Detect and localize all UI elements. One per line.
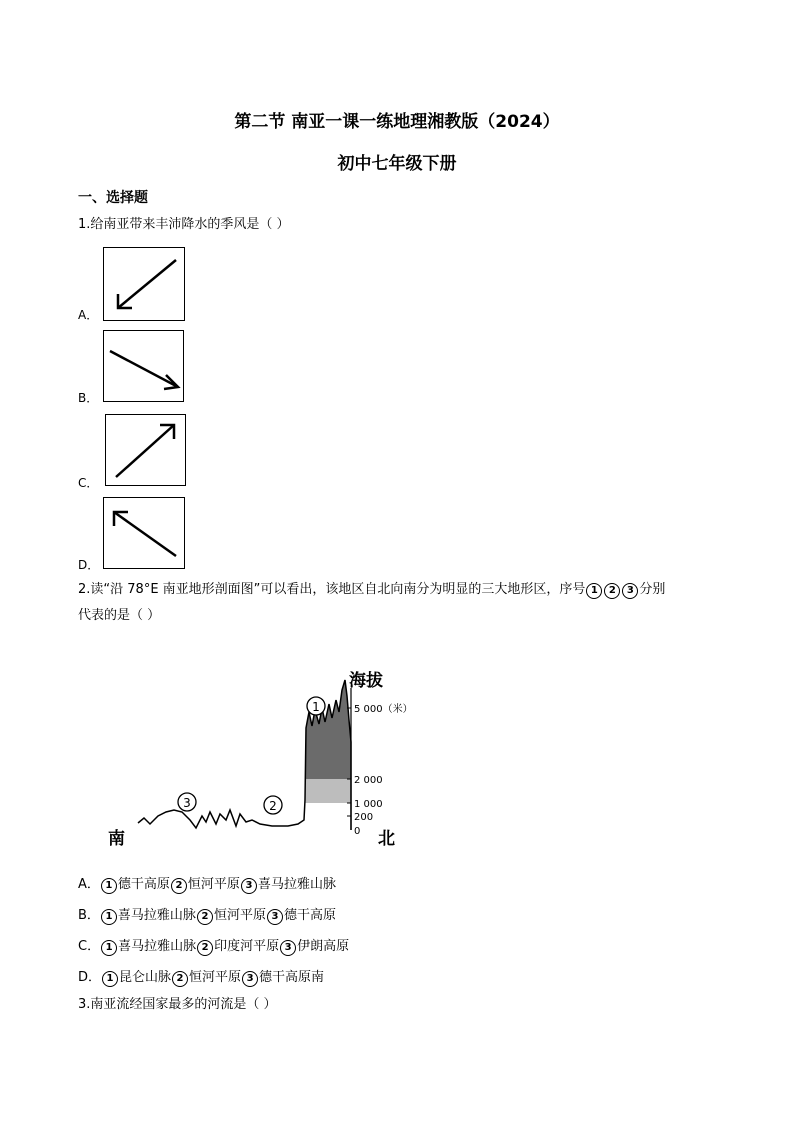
south-label: 南 bbox=[108, 829, 125, 849]
question-2-stem bbox=[78, 577, 728, 629]
marker-2: 2 bbox=[197, 940, 213, 956]
section-heading: 一、选择题 bbox=[78, 190, 148, 206]
axis-title: 海拔 bbox=[349, 671, 383, 691]
choice-b-letter: B． bbox=[78, 908, 100, 923]
marker-3: 3 bbox=[622, 583, 638, 599]
question-2-stem-line2: 代表的是（ ） bbox=[78, 608, 161, 623]
marker-1: 1 bbox=[101, 940, 117, 956]
choice-b-item-2: 恒河平原 bbox=[213, 908, 266, 923]
marker-3: 3 bbox=[242, 971, 258, 987]
marker-2: 2 bbox=[171, 878, 187, 894]
arrow-bottom-right-icon bbox=[104, 331, 183, 401]
choice-a-item-3: 喜马拉雅山脉 bbox=[257, 877, 336, 892]
choice-b[interactable] bbox=[78, 904, 336, 925]
band-1000-2000 bbox=[305, 779, 351, 803]
marker-3: 3 bbox=[267, 909, 283, 925]
marker-2: 2 bbox=[197, 909, 213, 925]
option-d-box bbox=[103, 497, 185, 569]
north-label: 北 bbox=[378, 829, 395, 849]
choice-d-item-1: 昆仑山脉 bbox=[119, 970, 172, 985]
question-3-stem: 3.南亚流经国家最多的河流是（ ） bbox=[78, 997, 277, 1012]
tick-label-200: 200 bbox=[354, 812, 374, 823]
tick-label-5000: 5 000（米） bbox=[354, 704, 413, 715]
choice-c-letter: C． bbox=[78, 939, 101, 954]
marker-3: 3 bbox=[241, 878, 257, 894]
choice-d-letter: D． bbox=[78, 970, 102, 985]
choice-c-item-3: 伊朗高原 bbox=[297, 939, 350, 954]
choice-d-item-2: 恒河平原 bbox=[189, 970, 242, 985]
option-a-box bbox=[103, 247, 185, 321]
choice-a-letter: A． bbox=[78, 877, 100, 892]
question-1-stem: 1.给南亚带来丰沛降水的季风是（ ） bbox=[78, 217, 290, 232]
marker-3: 3 bbox=[280, 940, 296, 956]
choice-d-item-3: 德干高原南 bbox=[259, 970, 325, 985]
marker-1: 1 bbox=[101, 909, 117, 925]
terrain-profile-figure bbox=[100, 660, 430, 855]
question-2-stem-tail: 分别 bbox=[639, 582, 666, 597]
marker-1: 1 bbox=[102, 971, 118, 987]
choice-a[interactable] bbox=[78, 873, 336, 894]
arrow-top-left-icon bbox=[104, 498, 184, 568]
tick-label-0: 0 bbox=[354, 826, 361, 837]
page-title: 第二节 南亚一课一练地理湘教版（2024） bbox=[234, 112, 560, 132]
choice-c-item-1: 喜马拉雅山脉 bbox=[118, 939, 197, 954]
choice-d[interactable] bbox=[78, 966, 324, 987]
option-c-box bbox=[105, 414, 186, 486]
marker-2: 2 bbox=[172, 971, 188, 987]
choice-c[interactable] bbox=[78, 935, 349, 956]
option-c-letter[interactable]: C． bbox=[78, 476, 99, 490]
marker-1: 1 bbox=[101, 878, 117, 894]
option-d-letter[interactable]: D． bbox=[78, 558, 100, 572]
tick-label-2000: 2 000 bbox=[354, 775, 383, 786]
question-2-stem-text: 2.读“沿 78°E 南亚地形剖面图”可以看出，该地区自北向南分为明显的三大地形区，序号 bbox=[78, 582, 586, 597]
marker-2: 2 bbox=[604, 583, 620, 599]
arrow-bottom-left-icon bbox=[104, 248, 184, 320]
choice-b-item-1: 喜马拉雅山脉 bbox=[117, 908, 196, 923]
marker-1-label: 1 bbox=[312, 700, 320, 714]
tick-label-1000: 1 000 bbox=[354, 799, 383, 810]
option-a-letter[interactable]: A． bbox=[78, 308, 99, 322]
choice-c-item-2: 印度河平原 bbox=[214, 939, 280, 954]
marker-2-label: 2 bbox=[269, 799, 277, 813]
band-2000-plus bbox=[306, 680, 351, 779]
marker-1: 1 bbox=[586, 583, 602, 599]
option-b-box bbox=[103, 330, 184, 402]
choice-b-item-3: 德干高原 bbox=[283, 908, 336, 923]
option-b-letter[interactable]: B． bbox=[78, 391, 99, 405]
marker-3-label: 3 bbox=[183, 796, 191, 810]
choice-a-item-1: 德干高原 bbox=[117, 877, 170, 892]
arrow-top-right-icon bbox=[106, 415, 185, 485]
page-subtitle: 初中七年级下册 bbox=[337, 154, 457, 174]
choice-a-item-2: 恒河平原 bbox=[187, 877, 240, 892]
